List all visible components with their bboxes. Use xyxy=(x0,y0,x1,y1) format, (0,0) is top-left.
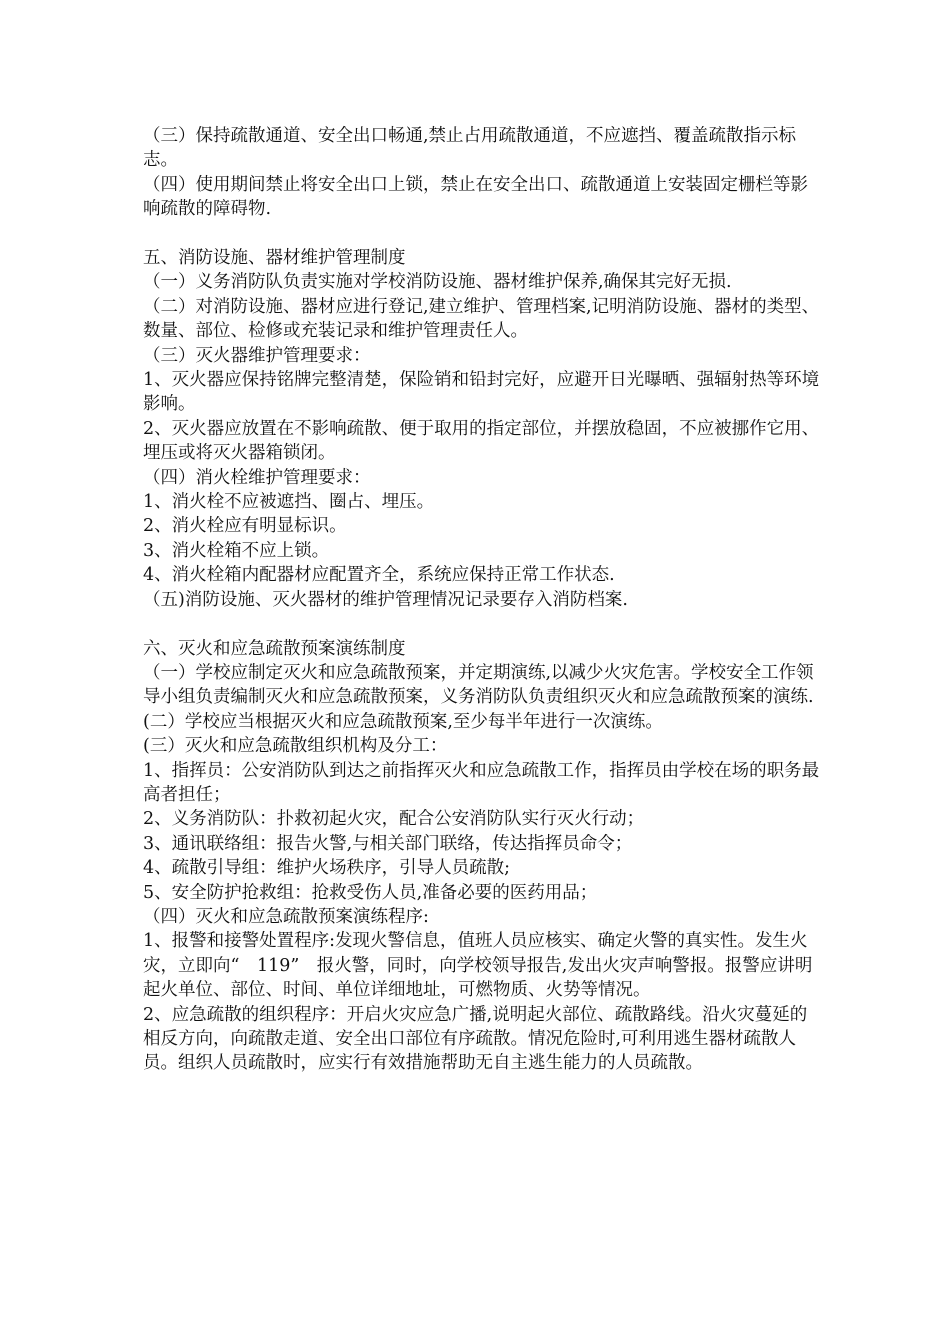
section6-item-3-2: 2、义务消防队：扑救初起火灾，配合公安消防队实行灭火行动； xyxy=(143,809,645,830)
section6-heading: 六、灭火和应急疏散预案演练制度 xyxy=(143,638,406,659)
section5-item-4-2: 2、消火栓应有明显标识。 xyxy=(143,516,347,537)
section5-item-1: （一）义务消防队负责实施对学校消防设施、器材维护保养,确保其完好无损. xyxy=(143,272,732,293)
section5-item-3-1: 1、灭火器应保持铭牌完整清楚，保险销和铅封完好，应避开日光曝晒、强辐射热等环境影响。 xyxy=(143,370,820,415)
section6-item-3: (三）灭火和应急疏散组织机构及分工： xyxy=(143,736,448,757)
section6-item-4: （四）灭火和应急疏散预案演练程序: xyxy=(143,906,429,927)
section6-item-3-1: 1、指挥员：公安消防队到达之前指挥灭火和应急疏散工作，指挥员由学校在场的职务最高者担任； xyxy=(143,760,820,805)
section4-item-3: （三）保持疏散通道、安全出口畅通,禁止占用疏散通道，不应遮挡、覆盖疏散指示标志。 xyxy=(143,126,797,171)
section5-item-4: （四）消火栓维护管理要求： xyxy=(143,467,371,488)
section6-item-3-4: 4、疏散引导组：维护火场秩序，引导人员疏散; xyxy=(143,858,511,879)
section6-item-3-5: 5、安全防护抢救组：抢救受伤人员,准备必要的医药用品； xyxy=(143,882,598,903)
section5-item-4-1: 1、消火栓不应被遮挡、圈占、埋压。 xyxy=(143,492,435,513)
section6-item-4-2: 2、应急疏散的组织程序：开启火灾应急广播,说明起火部位、疏散路线。沿火灾蔓延的相反方向，向疏散走道、安全出口部位有序疏散。情况危险时,可利用逃生器材疏散人员。组织人员疏散时，应实行有效措施帮助无自主逃生能力的人员疏散。 xyxy=(143,1004,808,1074)
section4-item-4: （四）使用期间禁止将安全出口上锁，禁止在安全出口、疏散通道上安装固定栅栏等影响疏散的障碍物. xyxy=(143,174,808,220)
section5-item-3: （三）灭火器维护管理要求： xyxy=(143,345,371,366)
section5-item-3-2: 2、灭火器应放置在不影响疏散、便于取用的指定部位，并摆放稳固，不应被挪作它用、埋压或将灭火器箱锁闭。 xyxy=(143,418,820,464)
section5-item-4-4: 4、消火栓箱内配器材应配置齐全，系统应保持正常工作状态. xyxy=(143,565,615,586)
section6-item-3-3: 3、通讯联络组：报告火警,与相关部门联络，传达指挥员命令； xyxy=(143,833,633,854)
section6-item-4-1: 1、报警和接警处置程序:发现火警信息，值班人员应核实、确定火警的真实性。发生火灾，立即向“ 119” 报火警，同时，向学校领导报告,发出火灾声响警报。报警应讲明起火单位、部位、时间、单位详细地址，可燃物质、火势等情况。 xyxy=(143,931,813,1001)
section5-item-5: （五)消防设施、灭火器材的维护管理情况记录要存入消防档案. xyxy=(143,589,628,610)
paragraph-gap xyxy=(143,612,823,636)
section5-heading: 五、消防设施、器材维护管理制度 xyxy=(143,248,406,269)
section5-item-2: （二）对消防设施、器材应进行登记,建立维护、管理档案,记明消防设施、器材的类型、数量、部位、检修或充装记录和维护管理责任人。 xyxy=(143,296,820,342)
section6-item-1: （一）学校应制定灭火和应急疏散预案，并定期演练,以减少火灾危害。学校安全工作领导小组负责编制灭火和应急疏散预案，义务消防队负责组织灭火和应急疏散预案的演练. xyxy=(143,662,814,708)
section5-item-4-3: 3、消火栓箱不应上锁。 xyxy=(143,540,330,561)
section6-item-2: (二）学校应当根据灭火和应急疏散预案,至少每半年进行一次演练。 xyxy=(143,711,663,732)
paragraph-gap xyxy=(143,222,823,246)
document-body xyxy=(143,124,823,1076)
